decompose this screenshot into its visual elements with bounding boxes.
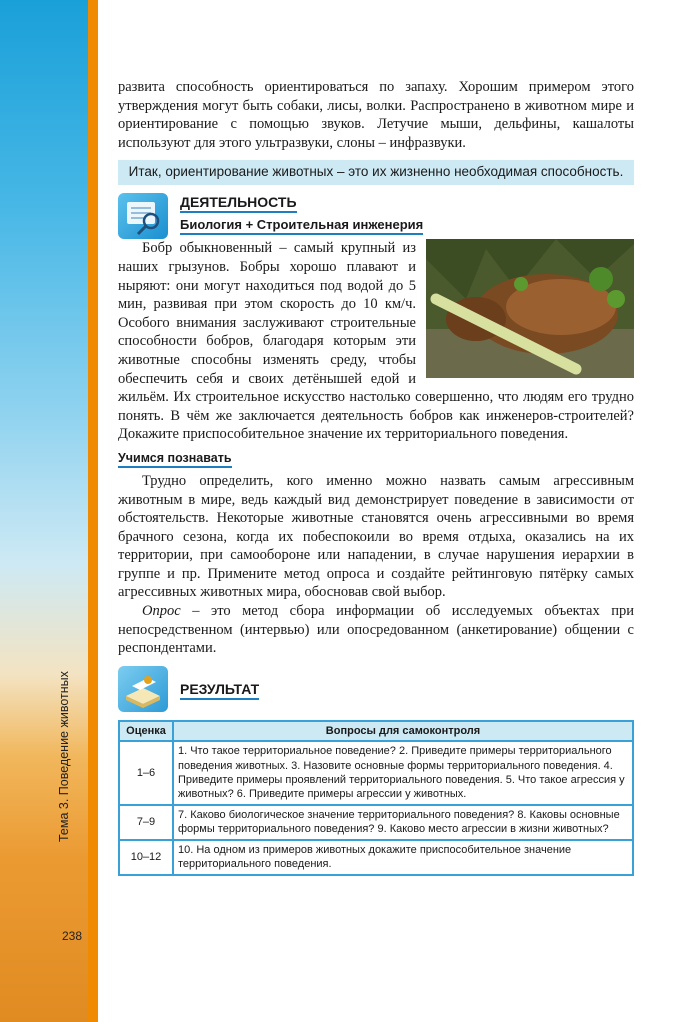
survey-definition xyxy=(118,602,634,658)
survey-term: Опрос xyxy=(142,603,181,620)
table-row xyxy=(119,741,633,805)
table-row xyxy=(119,805,633,840)
result-title: РЕЗУЛЬТАТ xyxy=(180,681,259,700)
col-questions: Вопросы для самоконтроля xyxy=(173,721,633,741)
table-header-row xyxy=(119,721,633,741)
survey-definition-text: – это метод сбора информации об исследуемых объектах при непосредственном (интервью) или опосредованном (анкетирование) общении с респондентами. xyxy=(118,603,634,657)
chapter-label: Тема 3. Поведение животных xyxy=(57,671,71,842)
questions-cell: 1. Что такое территориальное поведение? 2. Приведите примеры территориального поведения животных. 3. Назовите основные формы территориального поведения. 4. Приведите примеры проявлений территориального поведения. 5. Что такое агрессия у животных? 6. Приведите примеры агрессии у животных. xyxy=(173,741,633,805)
grade-cell: 10–12 xyxy=(119,840,173,875)
result-header xyxy=(118,666,634,712)
activity-subtitle: Биология + Строительная инженерия xyxy=(180,217,423,235)
activity-header xyxy=(118,193,634,239)
summary-box: Итак, ориентирование животных – это их жизненно необходимая способность. xyxy=(118,160,634,185)
col-grade: Оценка xyxy=(119,721,173,741)
questions-cell: 7. Каково биологическое значение территориального поведения? 8. Каковы основные формы территориального поведения? 9. Каково место агрессии в жизни животных? xyxy=(173,805,633,840)
beaver-photo xyxy=(426,239,634,378)
learning-title: Учимся познавать xyxy=(118,451,232,468)
page-content xyxy=(118,78,634,876)
table-row xyxy=(119,840,633,875)
sidebar-decoration xyxy=(0,0,88,1022)
intro-paragraph: развита способность ориентироваться по запаху. Хорошим примером этого утверждения могут быть собаки, лисы, волки. Распространено в животном мире и ориентирование с помощью звуков. Летучие мыши, дельфины, кашалоты используют для этого ультразвуки, слоны – инфразвуки. xyxy=(118,79,634,151)
activity-icon xyxy=(118,193,168,239)
activity-title: ДЕЯТЕЛЬНОСТЬ xyxy=(180,194,297,213)
grade-cell: 7–9 xyxy=(119,805,173,840)
result-icon xyxy=(118,666,168,712)
sidebar-stripe xyxy=(88,0,98,1022)
result-table xyxy=(118,720,634,876)
learning-paragraph: Трудно определить, кого именно можно назвать самым агрессивным животным в мире, ведь каждый вид демонстрирует поведение в зависимости от обстоятельств. Некоторые животные становятся очень агрессивными во время брачного сезона, когда их побеспокоили во время отдыха, оказались на их территории, при самообороне или нападении, в случае нарушения иерархии в группе и пр. Примените метод опроса и создайте рейтинговую пятёрку самых агрессивных животных мира, обосновав свой выбор. xyxy=(118,472,634,601)
activity-text: Бобр обыкновенный – самый крупный из наших грызунов. Бобры хорошо плавают и ныряют: они могут находиться под водой до 5 мин, развивая при этом скорость до 10 км/ч. Особого внимания заслуживают строительные способности бобров, благодаря которым эти животные способны изменять среду, чтобы обеспечить себя и своих детёнышей едой и жильём. Их строительное искусство настолько совершенно, что людям его трудно понять. В чём же заключается деятельность бобров как инженеров-строителей? Докажите приспособительное значение их территориального поведения. xyxy=(118,240,634,443)
grade-cell: 1–6 xyxy=(119,741,173,805)
questions-cell: 10. На одном из примеров животных докажите приспособительное значение территориального поведения. xyxy=(173,840,633,875)
page-number: 238 xyxy=(62,929,83,943)
